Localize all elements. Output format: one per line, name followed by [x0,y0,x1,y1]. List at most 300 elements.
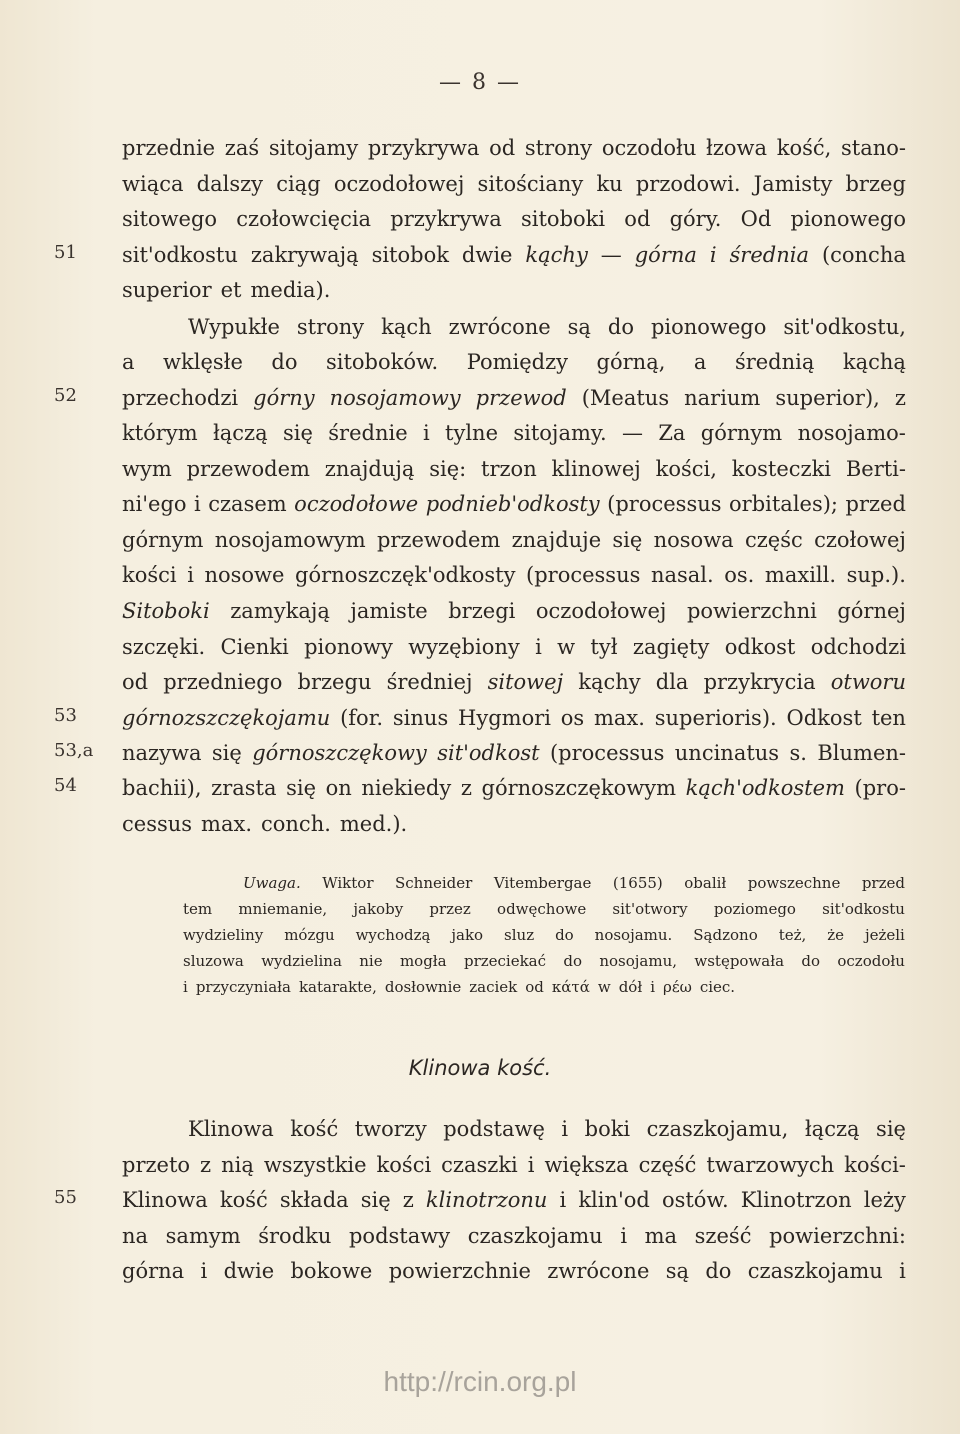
text-line [183,948,905,974]
word: jeżeli [864,926,905,944]
word: przeto [122,1153,191,1177]
word: Wypukłe [188,315,280,339]
word: zrasta [211,776,277,800]
word: kosteczki [731,457,832,481]
word: Schneider [395,874,473,892]
word: górny [253,386,315,410]
word: wychodzą [355,926,431,944]
word: superior), [775,386,880,410]
word: zakrywają [250,243,359,267]
text-line [122,383,906,413]
word: nosowa [653,528,734,552]
word: Od [740,207,772,231]
word: nie [359,952,383,970]
word: media). [250,278,331,302]
word: składa [279,1188,349,1212]
word: kości [376,1153,432,1177]
word: przodowi. [635,172,741,196]
word: górnoszczękowy [252,741,427,765]
word: i [899,1259,906,1283]
word: ten [871,706,906,730]
text-line [122,1256,906,1286]
word: się [283,421,313,445]
word: odwęchowe [497,900,587,918]
word: czasem [208,492,287,516]
word: do [705,1259,732,1283]
word: bachii), [122,776,202,800]
text-line [122,703,906,733]
text-line [183,896,905,922]
word: (concha [821,243,906,267]
text-line [122,667,906,697]
word: znajdują [324,457,415,481]
word: przewodem [186,457,310,481]
word: w [557,635,576,659]
word: kąch [381,315,432,339]
source-url: http://rcin.org.pl [383,1366,577,1397]
word: z [402,1188,414,1212]
word: nosojamowy [329,386,461,410]
word: sup.). [846,563,906,587]
word: brzeg [845,172,906,196]
word: przedniego [163,670,283,694]
word: otworu [830,670,906,694]
word: szczęki. [122,635,206,659]
word: mogła [399,952,447,970]
word: Jamisty [753,172,833,196]
word: sitowej [487,670,564,694]
word: a [693,350,707,374]
word: do [563,952,583,970]
word: ostów. [661,1188,729,1212]
text-line [122,240,906,270]
text-line [183,974,905,1000]
margin-number: 52 [54,385,77,406]
word: nosojamu, [599,952,678,970]
word: są [665,1259,690,1283]
word: (processus [549,741,665,765]
word: Uwaga. [243,874,301,892]
margin-number: 55 [54,1187,77,1208]
word: oczodołu [601,136,697,160]
word: sitościany [477,172,584,196]
word: są [567,315,591,339]
word: i [200,1259,208,1283]
word: od [489,136,516,160]
word: częśc [744,528,803,552]
word: górnozszczękojamu [122,706,331,730]
word: jako [451,926,484,944]
word: z [460,776,472,800]
word: i [422,421,430,445]
word: na [122,1224,149,1248]
word: podnieb'odkosty [425,492,600,516]
word: odchodzi [810,635,906,659]
text-line [122,596,906,626]
word: kość [219,1188,268,1212]
word: wszystkie [263,1153,367,1177]
word: superior [122,278,212,302]
word: Sitoboki [122,599,210,623]
word: z [200,1153,212,1177]
word: wydzielina [261,952,342,970]
word: kości [122,563,177,587]
word: średnia [729,243,809,267]
word: środku [258,1224,332,1248]
word: Klinotrzon [740,1188,852,1212]
word: s. [789,741,807,765]
word: a [122,350,135,374]
text-line [122,632,906,662]
word: czaszkojamu [467,1224,603,1248]
word: jakoby [353,900,404,918]
word: klin'od [578,1188,650,1212]
word: κάτά [551,978,590,996]
text-line [122,204,906,234]
word: os. [724,563,755,587]
word: przechodzi [122,386,239,410]
word: Klinowa [188,1117,274,1141]
word: wym [122,457,172,481]
word: przykrywa [390,207,502,231]
word: tył [590,635,618,659]
word: odkost [724,635,796,659]
word: górnym [700,421,783,445]
word: klinotrzonu [425,1188,548,1212]
text-line [122,1221,906,1251]
word: conch. [261,812,331,836]
word: przewod [475,386,567,410]
section-heading: Klinowa kość. [408,1056,552,1080]
text-line [183,922,905,948]
word: się [612,528,643,552]
word: ku [596,172,623,196]
word: kąchy [525,243,588,267]
word: sit'odkostu, [783,315,906,339]
word: się: [429,457,467,481]
word: sitowego [122,207,218,231]
word: się [360,1188,391,1212]
word: superioris). [654,706,777,730]
word: uncinatus [674,741,780,765]
word: (processus [607,492,722,516]
word: sitoboki [521,207,606,231]
word: przeciekać [463,952,547,970]
word: górna [122,1259,185,1283]
word: zwrócone [448,315,551,339]
word: czołowej [814,528,906,552]
word: et [220,278,242,302]
word: też, [778,926,807,944]
word: on [325,776,352,800]
margin-number: 54 [54,775,77,796]
word: ciec. [699,978,736,996]
word: i [650,978,655,996]
word: zaciek [469,978,518,996]
word: wyzębiony [408,635,520,659]
text-line [122,347,906,377]
word: sit'otwory [612,900,688,918]
text-line [122,489,906,519]
word: nosojamowym [214,528,366,552]
word: Berti- [845,457,906,481]
word: nosojamu. [594,926,673,944]
word: górnoszczękowym [481,776,677,800]
word: przed [861,874,905,892]
word: kości- [844,1153,906,1177]
word: (for. [340,706,384,730]
text-line [122,738,906,768]
word: do [607,315,634,339]
word: od [525,978,544,996]
text-line [243,870,905,896]
word: góry. [669,207,722,231]
word: sinus [392,706,449,730]
word: łączą [804,1117,860,1141]
word: górnoszczęk'odkosty [295,563,516,587]
word: mniemanie, [238,900,328,918]
word: znajduje [511,528,602,552]
word: przykrycia [703,670,816,694]
word: nasal. [650,563,714,587]
word: do [801,952,821,970]
text-line [122,169,906,199]
word: pionowego [650,315,767,339]
word: Odkost [786,706,862,730]
text-line [122,560,906,590]
word: sitojamy. [513,421,607,445]
word: oczodołowej [535,599,667,623]
word: os [560,706,585,730]
word: dalszy [196,172,264,196]
word: obalił [684,874,727,892]
word: brzegi [448,599,516,623]
word: przyczyniała [195,978,291,996]
text-line [122,525,906,555]
word: i [194,492,201,516]
word: dosłownie [384,978,462,996]
word: (pro- [854,776,906,800]
word: klinowej [551,457,641,481]
word: Blumen- [817,741,906,765]
word: Hygmori [458,706,551,730]
word: od [122,670,149,694]
word: cessus [122,812,193,836]
word: wiąca [122,172,184,196]
word: poziomego [713,900,796,918]
word: że [827,926,844,944]
word: sit'odkostu [122,243,238,267]
word: ni'ego [122,492,187,516]
word: powierzchni: [769,1224,906,1248]
word: Wiktor [322,874,374,892]
word: strony [524,136,593,160]
word: się [211,741,242,765]
word: twarzowych [706,1153,835,1177]
word: nosowe [204,563,285,587]
word: zwrócone [547,1259,650,1283]
word: dół [618,978,643,996]
word: trzon [481,457,537,481]
word: z [894,386,906,410]
margin-number: 53,a [54,740,94,761]
word: się [286,776,317,800]
word: bokowe [290,1259,373,1283]
word: sześć [694,1224,752,1248]
word: Cienki [220,635,289,659]
text-line [122,809,906,839]
word: kąch'odkostem [685,776,845,800]
word: przewodem [376,528,501,552]
word: kąchą [842,350,906,374]
word: wstępowała [694,952,785,970]
word: niekiedy [361,776,452,800]
word: którym [122,421,198,445]
word: przykrywa [367,136,480,160]
word: czaszkojamu [747,1259,883,1283]
word: średniej [386,670,473,694]
word: czaszkojamu, [646,1117,789,1141]
word: Sądzono [693,926,758,944]
word: oczodołowe [294,492,419,516]
word: podstawy [348,1224,451,1248]
word: (processus [526,563,641,587]
word: górnym [122,528,204,552]
word: (1655) [612,874,663,892]
word: łączą [212,421,268,445]
word: powszechne [747,874,841,892]
word: do [271,350,298,374]
word: górną, [596,350,666,374]
word: większa [544,1153,629,1177]
word: samym [165,1224,241,1248]
word: sluz [504,926,535,944]
word: i [187,563,194,587]
word: ciąg [276,172,321,196]
word: sit'odkost [437,741,540,765]
text-line [188,1114,906,1144]
text-line [122,454,906,484]
word: łzowa [706,136,768,160]
word: sitoboków. [325,350,439,374]
word: tem [183,900,213,918]
word: czołowcięcia [236,207,372,231]
word: sitobok [371,243,449,267]
text-line [188,312,906,342]
word: się [876,1117,906,1141]
word: Za [658,421,686,445]
word: przednie [122,136,216,160]
word: (Meatus [581,386,670,410]
word: górnej [837,599,906,623]
margin-number: 53 [54,705,77,726]
word: Klinowa [122,1188,208,1212]
word: tworzy [354,1117,427,1141]
word: orbitales); [729,492,839,516]
word: med.). [339,812,408,836]
word: w [597,978,611,996]
word: boki [584,1117,631,1141]
word: i [709,243,717,267]
word: wklęsłe [163,350,243,374]
word: ρέω [663,978,692,996]
word: pionowy [304,635,393,659]
word: Vitembergae [493,874,592,892]
word: nazywa [122,741,202,765]
text-line [122,773,906,803]
word: i [559,1188,567,1212]
word: i [561,1117,569,1141]
word: — [621,421,643,445]
text-line [122,275,906,305]
word: i [527,1153,535,1177]
text-line [122,1150,906,1180]
word: czaszki [441,1153,518,1177]
text-line [122,418,906,448]
page-number: — 8 — [439,70,521,95]
word: zamykają [230,599,330,623]
text-line [122,133,906,163]
word: sitojamy [268,136,359,160]
word: podstawę [443,1117,545,1141]
word: dwie [223,1259,275,1283]
word: do [555,926,574,944]
text-line [122,1185,906,1215]
word: przed [845,492,906,516]
word: sluzowa [183,952,244,970]
word: i [535,635,542,659]
word: średnią [734,350,815,374]
word: od [624,207,651,231]
word: katarakte, [298,978,377,996]
word: max. [201,812,252,836]
word: tylne [445,421,499,445]
word: leży [863,1188,906,1212]
word: zaś [224,136,260,160]
word: maxill. [764,563,837,587]
word: Pomiędzy [466,350,569,374]
word: kość [290,1117,339,1141]
word: pionowego [790,207,906,231]
word: górna [634,243,697,267]
word: narium [684,386,761,410]
word: dla [655,670,689,694]
word: i [620,1224,628,1248]
word: stano- [840,136,906,160]
word: ma [644,1224,678,1248]
word: mózgu [284,926,335,944]
word: część [638,1153,697,1177]
word: średnie [328,421,408,445]
margin-number: 51 [54,242,77,263]
word: — [600,243,622,267]
word: oczodołu [837,952,905,970]
word: powierzchnie [388,1259,531,1283]
word: oczodołowej [333,172,465,196]
word: sit'odkostu [822,900,905,918]
word: przez [429,900,471,918]
word: nosojamo- [797,421,906,445]
word: wydzieliny [183,926,264,944]
word: nią [221,1153,254,1177]
word: brzegu [297,670,372,694]
word: dwie [461,243,513,267]
word: max. [593,706,645,730]
word: zagięty [632,635,710,659]
word: strony [296,315,365,339]
word: kości, [655,457,717,481]
word: kość, [776,136,832,160]
